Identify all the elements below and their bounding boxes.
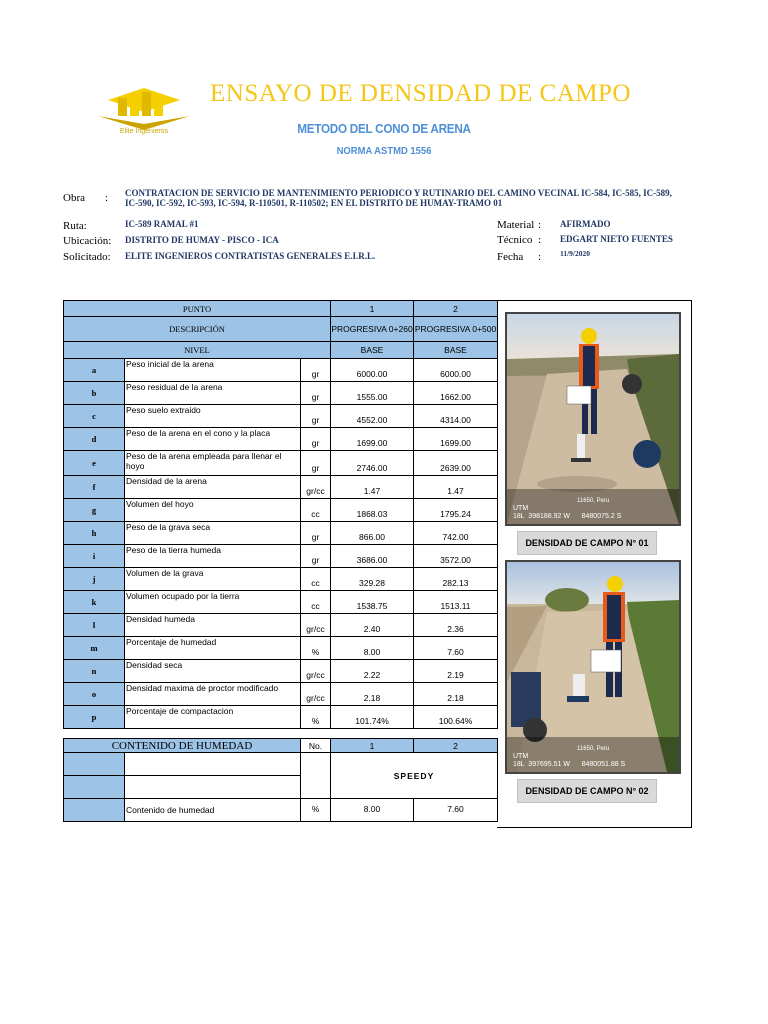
table-row (64, 359, 498, 382)
row-unit: cc (301, 568, 331, 591)
table-row (64, 637, 498, 660)
row-unit: gr (301, 405, 331, 428)
field-photo-1 (505, 312, 681, 526)
material-colon: : (538, 219, 542, 231)
row-desc: Densidad seca (125, 660, 301, 683)
row-value-1: 8.00 (331, 637, 414, 660)
row-unit: gr (301, 382, 331, 405)
humedad-no: No. (301, 739, 331, 753)
table-row (64, 522, 498, 545)
material-label: Material (497, 219, 535, 231)
row-value-1: 1868.03 (331, 499, 414, 522)
row-value-2: 2.18 (414, 683, 498, 706)
row-unit: gr/cc (301, 683, 331, 706)
tecnico-value: EDGART NIETO FUENTES (560, 234, 673, 244)
utm-label: UTM (513, 753, 529, 760)
solicitado-value: ELITE INGENIEROS CONTRATISTAS GENERALES E.I.R.L. (125, 251, 376, 261)
ruta-value: IC-589 RAMAL #1 (125, 219, 199, 229)
field-photo-2 (505, 560, 681, 774)
ruta-label: Ruta: (63, 220, 87, 232)
row-letter: o (64, 683, 125, 706)
row-unit: gr (301, 522, 331, 545)
row-value-1: 1699.00 (331, 428, 414, 451)
ubicacion-label: Ubicación: (63, 235, 112, 247)
row-value-1: 1.47 (331, 476, 414, 499)
photo-1-utm (513, 505, 621, 521)
row-letter: k (64, 591, 125, 614)
row-letter: a (64, 359, 125, 382)
obra-label: Obra (63, 192, 85, 204)
row-desc: Densidad humeda (125, 614, 301, 637)
contenido-value-2: 7.60 (414, 799, 498, 822)
empty-cell (301, 753, 331, 799)
spacer-row (64, 729, 498, 739)
row-unit: % (301, 637, 331, 660)
row-value-2: 1699.00 (414, 428, 498, 451)
table-row (64, 499, 498, 522)
row-desc: Densidad de la arena (125, 476, 301, 499)
row-letter: i (64, 545, 125, 568)
row-unit: gr/cc (301, 614, 331, 637)
row-unit: gr (301, 451, 331, 476)
row-value-2: 282.13 (414, 568, 498, 591)
row-value-1: 2.40 (331, 614, 414, 637)
row-value-2: 742.00 (414, 522, 498, 545)
photo-2-location: 11650, Peru (577, 746, 610, 752)
row-value-2: 2.36 (414, 614, 498, 637)
nivel-2: BASE (414, 342, 498, 359)
row-letter: d (64, 428, 125, 451)
row-value-2: 1.47 (414, 476, 498, 499)
tecnico-label: Técnico (497, 234, 533, 246)
row-unit: gr (301, 545, 331, 568)
material-value: AFIRMADO (560, 219, 611, 229)
nivel-label: NIVEL (64, 342, 331, 359)
photo-1-caption: DENSIDAD DE CAMPO N° 01 (517, 531, 657, 555)
row-desc: Peso suelo extraido (125, 405, 301, 428)
row-desc: Densidad maxima de proctor modificado (125, 683, 301, 706)
row-letter: g (64, 499, 125, 522)
solicitado-label: Solicitado: (63, 251, 111, 263)
table-row (64, 545, 498, 568)
row-letter: m (64, 637, 125, 660)
descripcion-label: DESCRIPCIÓN (64, 317, 331, 342)
table-row (64, 382, 498, 405)
row-letter: n (64, 660, 125, 683)
row-desc: Peso residual de la arena (125, 382, 301, 405)
row-value-1: 329.28 (331, 568, 414, 591)
row-value-1: 1555.00 (331, 382, 414, 405)
row-letter: b (64, 382, 125, 405)
humedad-col-1: 1 (331, 739, 414, 753)
descripcion-2: PROGRESIVA 0+500 (414, 317, 498, 342)
humedad-col-2: 2 (414, 739, 498, 753)
table-row (64, 405, 498, 428)
row-desc: Porcentaje de humedad (125, 637, 301, 660)
row-letter: p (64, 706, 125, 729)
row-unit: gr/cc (301, 660, 331, 683)
row-unit: cc (301, 591, 331, 614)
photo-2-caption: DENSIDAD DE CAMPO N° 02 (517, 779, 657, 803)
row-unit: % (301, 706, 331, 729)
row-value-1: 3686.00 (331, 545, 414, 568)
contenido-value-1: 8.00 (331, 799, 414, 822)
row-value-2: 2639.00 (414, 451, 498, 476)
row-value-2: 2.19 (414, 660, 498, 683)
empty-cell (125, 776, 301, 799)
fecha-label: Fecha (497, 251, 524, 263)
tecnico-colon: : (538, 234, 542, 246)
descripcion-1: PROGRESIVA 0+260 (331, 317, 414, 342)
fecha-value: 11/9/2020 (560, 249, 591, 258)
table-row (64, 568, 498, 591)
row-value-2: 1513.11 (414, 591, 498, 614)
logo-text: Elite Ingenieros (119, 128, 169, 135)
row-desc: Porcentaje de compactacion (125, 706, 301, 729)
punto-label: PUNTO (64, 301, 331, 317)
table-row (64, 660, 498, 683)
row-desc: Peso de la grava seca (125, 522, 301, 545)
row-unit: cc (301, 499, 331, 522)
obra-colon: : (105, 192, 109, 204)
row-desc: Peso de la arena en el cono y la placa (125, 428, 301, 451)
row-value-1: 101.74% (331, 706, 414, 729)
table-row (64, 451, 498, 476)
page-subtitle: METODO DEL CONO DE ARENA (297, 121, 471, 136)
row-letter: e (64, 451, 125, 476)
photo-2-utm (513, 753, 625, 769)
row-letter: l (64, 614, 125, 637)
norma-label: NORMA ASTMD 1556 (336, 145, 432, 157)
row-value-1: 2.22 (331, 660, 414, 683)
row-value-2: 7.60 (414, 637, 498, 660)
punto-2: 2 (414, 301, 498, 317)
row-desc: Peso inicial de la arena (125, 359, 301, 382)
row-value-1: 2.18 (331, 683, 414, 706)
fecha-colon: : (538, 251, 542, 263)
table-row (64, 614, 498, 637)
table-row (64, 706, 498, 729)
empty-cell (64, 776, 125, 799)
contenido-unit: % (301, 799, 331, 822)
row-value-1: 4552.00 (331, 405, 414, 428)
speedy-label: SPEEDY (331, 753, 498, 799)
humedad-label: CONTENIDO DE HUMEDAD (64, 739, 301, 753)
row-desc: Volumen ocupado por la tierra (125, 591, 301, 614)
utm-label: UTM (513, 505, 529, 512)
row-unit: gr (301, 428, 331, 451)
row-letter: h (64, 522, 125, 545)
row-value-2: 100.64% (414, 706, 498, 729)
table-row (64, 428, 498, 451)
row-desc: Volumen de la grava (125, 568, 301, 591)
table-row (64, 476, 498, 499)
ubicacion-value: DISTRITO DE HUMAY - PISCO - ICA (125, 235, 279, 245)
row-value-2: 6000.00 (414, 359, 498, 382)
row-value-1: 866.00 (331, 522, 414, 545)
row-value-2: 1795.24 (414, 499, 498, 522)
table-row (64, 591, 498, 614)
obra-value: CONTRATACION DE SERVICIO DE MANTENIMIENTO PERIODICO Y RUTINARIO DEL CAMINO VECINAL IC-584, IC-585, IC-589, IC-590, IC-592, IC-593, IC-594, R-110501, R-110502; EN EL DISTRITO DE HUMAY-TRAMO 01 (125, 188, 672, 208)
row-value-1: 2746.00 (331, 451, 414, 476)
row-value-2: 3572.00 (414, 545, 498, 568)
row-letter: j (64, 568, 125, 591)
density-table (63, 300, 498, 822)
page-title: ENSAYO DE DENSIDAD DE CAMPO (210, 80, 631, 107)
row-unit: gr/cc (301, 476, 331, 499)
row-value-1: 6000.00 (331, 359, 414, 382)
punto-1: 1 (331, 301, 414, 317)
table-row (64, 683, 498, 706)
row-letter: f (64, 476, 125, 499)
row-value-2: 1662.00 (414, 382, 498, 405)
nivel-1: BASE (331, 342, 414, 359)
row-unit: gr (301, 359, 331, 382)
row-letter: c (64, 405, 125, 428)
empty-cell (64, 799, 125, 822)
row-value-2: 4314.00 (414, 405, 498, 428)
contenido-label: Contenido de humedad (125, 799, 301, 822)
photo-1-location: 11650, Peru (577, 498, 610, 504)
empty-cell (125, 753, 301, 776)
row-desc: Peso de la tierra humeda (125, 545, 301, 568)
row-value-1: 1538.75 (331, 591, 414, 614)
empty-cell (64, 753, 125, 776)
row-desc: Volumen del hoyo (125, 499, 301, 522)
row-desc: Peso de la arena empleada para llenar el hoyo (125, 451, 301, 476)
utm-coords: 18L 397695.51 W 8480051.88 S (513, 761, 626, 768)
utm-coords: 18L 398188.92 W 8480075.2 S (513, 513, 622, 520)
